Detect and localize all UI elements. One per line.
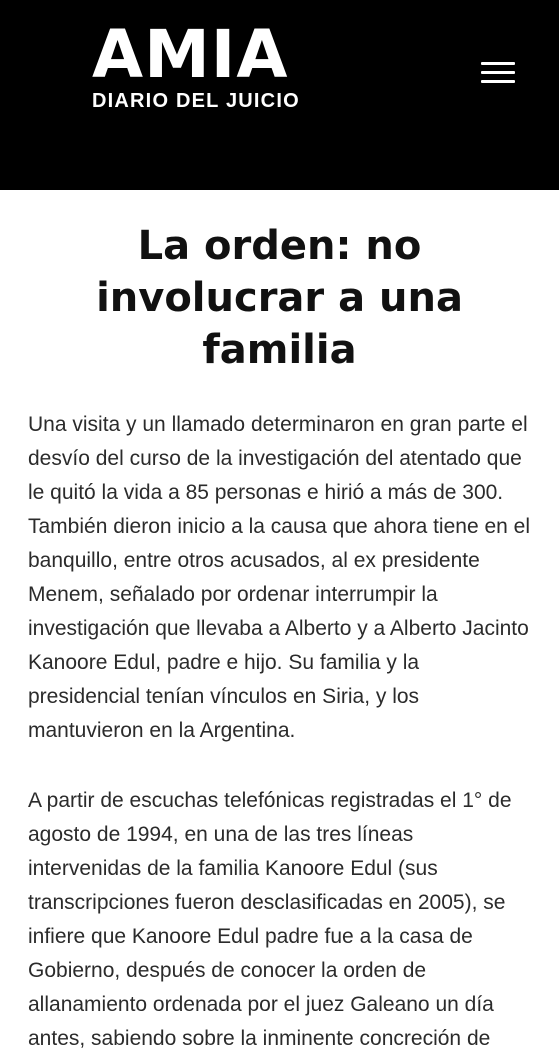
article-paragraph-2: A partir de escuchas telefónicas registradas el 1° de agosto de 1994, en una de las tres líneas intervenidas de la familia Kanoore Edul (sus transcripciones fueron desclasificadas en 2005), se infiere que Kanoore Edul padre fue a la casa de Gobierno, después de conocer la orden de allanamiento ordenada por el juez Galeano un día antes, sabiendo sobre la inminente concreción de — [28, 789, 512, 1050]
menu-bar — [481, 80, 515, 83]
article-paragraph-1: Una visita y un llamado determinaron en gran parte el desvío del curso de la investigación del atentado que le quitó la vida a 85 personas e hirió a más de 300. También dieron inicio a la causa que ahora tiene en el banquillo, entre otros acusados, al ex presidente Menem, señalado por ordenar interrumpir la investigación que llevaba a Alberto y a Alberto Jacinto Kanoore Edul, padre e hijo. Su familia y la presidencial tenían vínculos en Siria, y los mantuvieron en la Argentina. — [28, 413, 531, 742]
logo-subtitle: DIARIO DEL JUICIO — [92, 90, 300, 112]
site-header — [0, 0, 559, 190]
menu-bar — [481, 71, 515, 74]
site-logo[interactable] — [92, 16, 300, 112]
logo-title: AMIA — [92, 16, 289, 93]
menu-bar — [481, 62, 515, 65]
article-content — [0, 220, 559, 1056]
article-title: La orden: no involucrar a una familia — [96, 223, 463, 373]
hamburger-menu-icon[interactable] — [481, 62, 515, 84]
